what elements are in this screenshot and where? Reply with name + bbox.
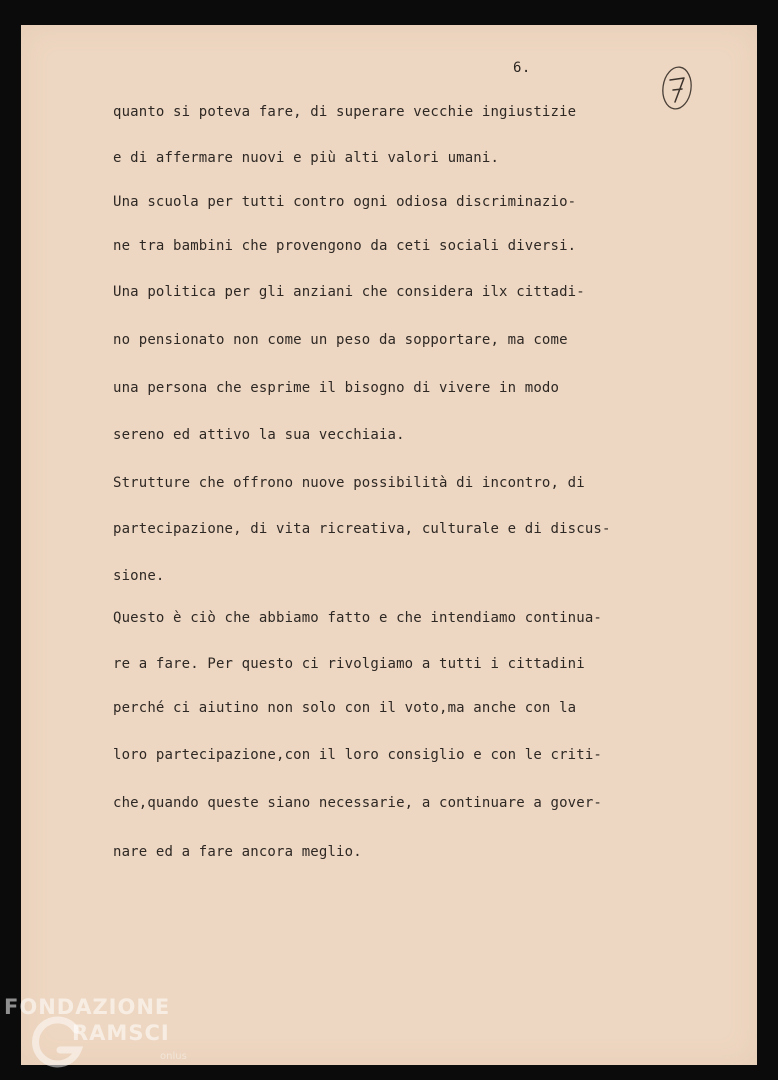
text-line: Questo è ciò che abbiamo fatto e che intendiamo continua- (113, 610, 602, 626)
text-line: nare ed a fare ancora meglio. (113, 844, 362, 860)
page-number: 6. (513, 60, 531, 76)
text-line: ne tra bambini che provengono da ceti sociali diversi. (113, 238, 577, 254)
text-line: che,quando queste siano necessarie, a continuare a gover- (113, 795, 602, 811)
typewritten-page (21, 25, 757, 1065)
watermark-line-2: RAMSCI (72, 1021, 170, 1045)
text-line: perché ci aiutino non solo con il voto,ma anche con la (113, 700, 577, 716)
handwritten-folio-number (660, 64, 696, 112)
watermark-suffix: onlus (160, 1051, 187, 1062)
text-line: una persona che esprime il bisogno di vivere in modo (113, 380, 560, 396)
text-line: sereno ed attivo la sua vecchiaia. (113, 427, 405, 443)
text-line: Una scuola per tutti contro ogni odiosa discriminazio- (113, 194, 577, 210)
text-line: partecipazione, di vita ricreativa, culturale e di discus- (113, 521, 611, 537)
text-line: no pensionato non come un peso da sopportare, ma come (113, 332, 568, 348)
text-line: Strutture che offrono nuove possibilità di incontro, di (113, 475, 585, 491)
fondazione-gramsci-watermark (0, 990, 200, 1075)
text-line: Una politica per gli anziani che considera ilx cittadi- (113, 284, 585, 300)
text-line: quanto si poteva fare, di superare vecchie ingiustizie (113, 104, 577, 120)
text-line: re a fare. Per questo ci rivolgiamo a tutti i cittadini (113, 656, 585, 672)
watermark-line-1: FONDAZIONE (4, 995, 171, 1019)
text-line: e di affermare nuovi e più alti valori umani. (113, 150, 500, 166)
text-line: sione. (113, 568, 165, 584)
text-line: loro partecipazione,con il loro consiglio e con le criti- (113, 747, 602, 763)
